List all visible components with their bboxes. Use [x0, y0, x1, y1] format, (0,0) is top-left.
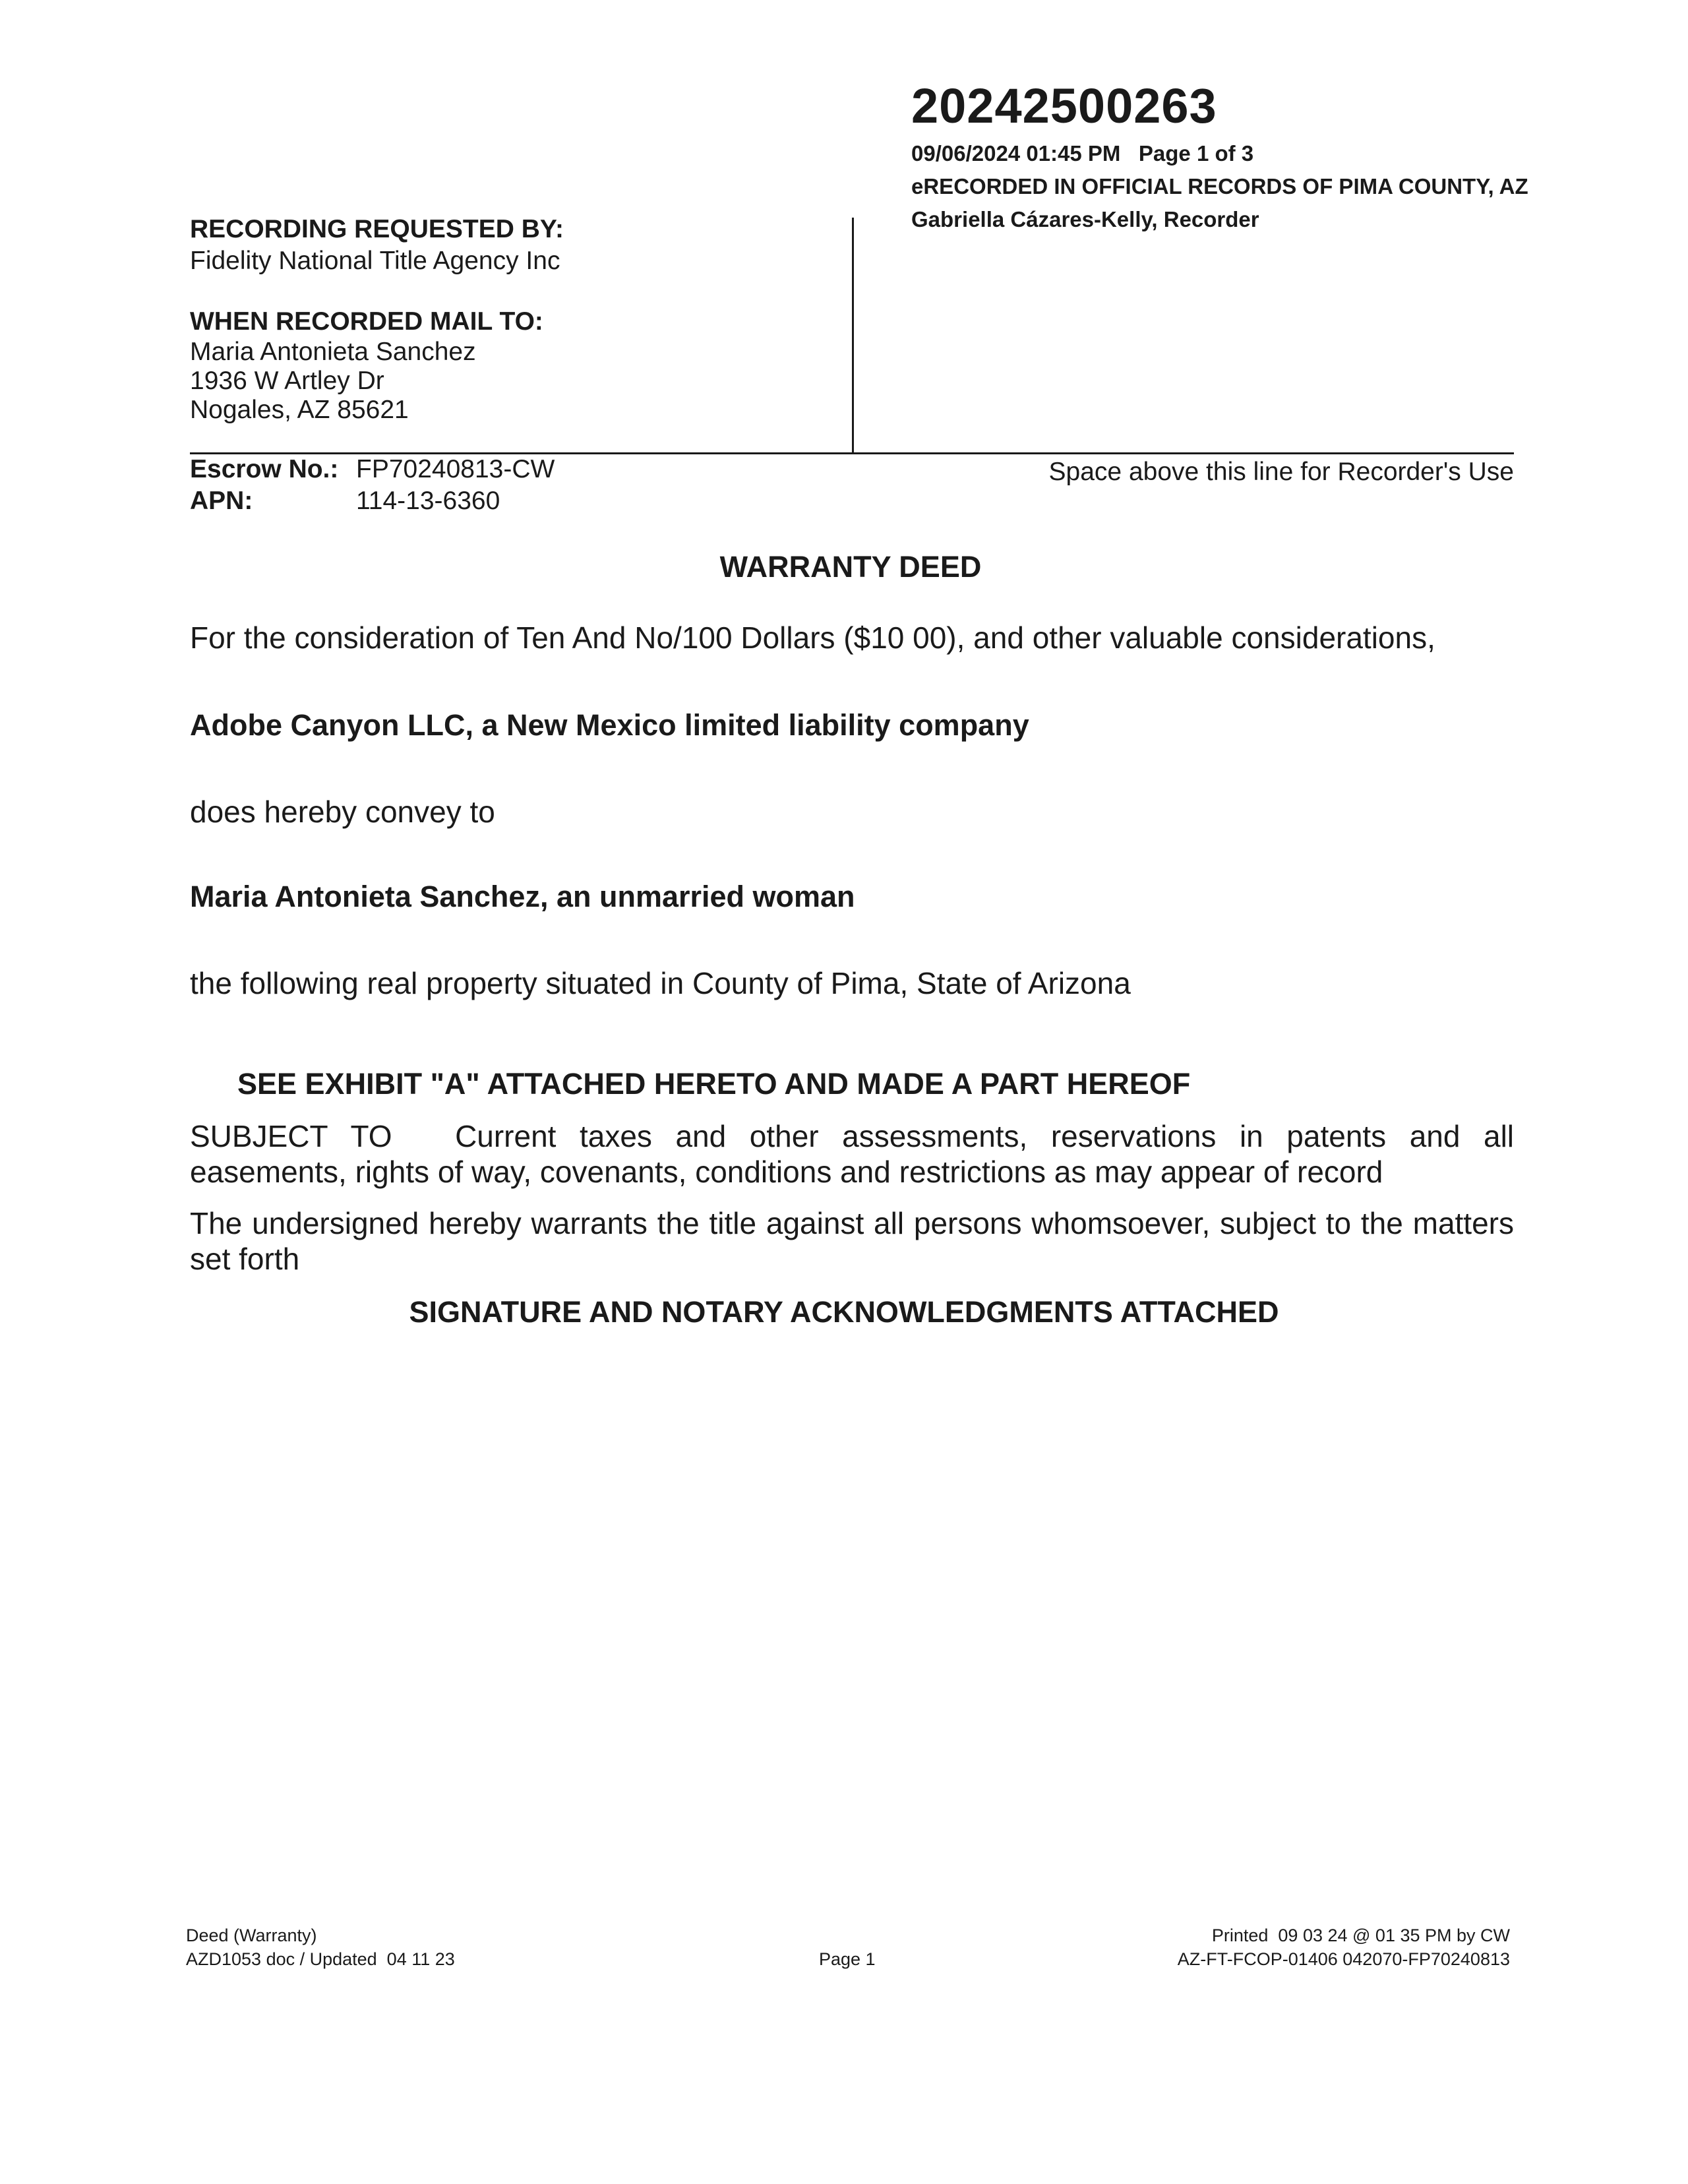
footer-form-name: Deed (Warranty)	[186, 1926, 317, 1945]
recorder-space-divider-vertical	[852, 218, 854, 454]
consideration-text: For the consideration of Ten And No/100 Dollars ($10 00), and other valuable considerations,	[190, 621, 1435, 655]
apn-number: 114-13-6360	[356, 487, 500, 515]
footer-file-ref: AZ-FT-FCOP-01406 042070-FP70240813	[1177, 1949, 1510, 1969]
recording-timestamp: 09/06/2024 01:45 PM Page 1 of 3	[911, 141, 1254, 166]
document-number: 20242500263	[911, 78, 1217, 133]
mail-to-label: WHEN RECORDED MAIL TO:	[190, 307, 543, 336]
escrow-number: FP70240813-CW	[356, 455, 555, 483]
recorder-space-divider-horizontal	[190, 452, 1514, 454]
convey-text: does hereby convey to	[190, 795, 495, 829]
document-title: WARRANTY DEED	[719, 550, 982, 584]
grantee: Maria Antonieta Sanchez, an unmarried woman	[190, 880, 855, 913]
recorder-space-note: Space above this line for Recorder's Use	[1048, 458, 1514, 486]
apn-label: APN:	[190, 487, 253, 515]
exhibit-reference: SEE EXHIBIT "A" ATTACHED HERETO AND MADE A PART HEREOF	[237, 1067, 1191, 1101]
property-text: the following real property situated in County of Pima, State of Arizona	[190, 966, 1131, 1000]
footer-printed: Printed 09 03 24 @ 01 35 PM by CW	[1211, 1926, 1510, 1945]
subject-to-paragraph	[190, 1118, 1514, 1190]
recorded-in-official-records: eRECORDED IN OFFICIAL RECORDS OF PIMA COUNTY, AZ	[911, 174, 1528, 198]
grantor: Adobe Canyon LLC, a New Mexico limited liability company	[190, 708, 1029, 742]
footer-page: Page 1	[819, 1949, 876, 1969]
subject-to-label: SUBJECT TO	[190, 1119, 392, 1153]
subject-to-text: Current taxes and other assessments, reservations in patents and all easements, rights of way, covenants, conditions and restrictions as may appear of record	[190, 1119, 1515, 1189]
mail-to-street: 1936 W Artley Dr	[190, 367, 384, 395]
recorder-name: Gabriella Cázares-Kelly, Recorder	[911, 207, 1259, 231]
footer-form-id: AZD1053 doc / Updated 04 11 23	[186, 1949, 455, 1969]
mail-to-name: Maria Antonieta Sanchez	[190, 338, 476, 366]
warranty-paragraph: The undersigned hereby warrants the title against all persons whomsoever, subject to the matters set forth	[190, 1206, 1514, 1276]
requested-by: Fidelity National Title Agency Inc	[190, 247, 560, 275]
requested-by-label: RECORDING REQUESTED BY:	[190, 215, 564, 243]
mail-to-city: Nogales, AZ 85621	[190, 396, 409, 424]
signature-note: SIGNATURE AND NOTARY ACKNOWLEDGMENTS ATTACHED	[409, 1295, 1279, 1329]
escrow-label: Escrow No.:	[190, 455, 339, 483]
